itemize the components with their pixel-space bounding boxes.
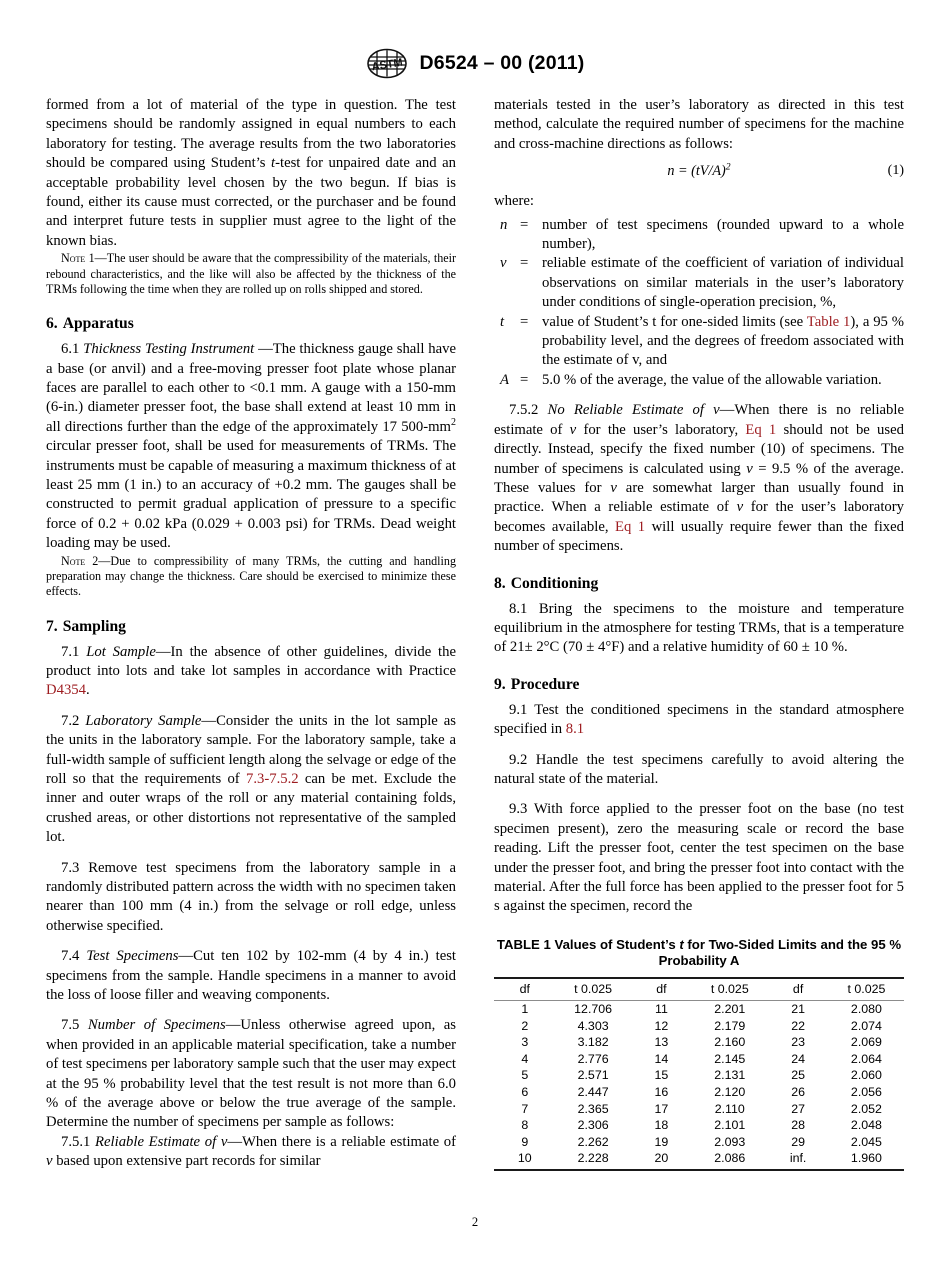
note-text: The user should be aware that the compressibility of the materials, their rebound characteristics, and the like will also be affected by the thickness of the TRMs following the time when they are rolled up on rolls shipped and stored. [46, 251, 456, 296]
text-run: can be met. Exclude the inner and outer wraps of the roll or any material containing folds, crushed areas, or other distortions not representative of the sampled lot. [46, 770, 456, 846]
equation-exponent: 2 [725, 161, 731, 173]
note-number: 1— [85, 251, 107, 266]
paragraph-7-1 [46, 643, 456, 701]
clause-number: 7.1 [61, 643, 87, 660]
table-1-caption [494, 937, 904, 970]
cell-df: 22 [791, 1018, 805, 1033]
cell-df: 19 [654, 1134, 669, 1149]
where-equals: = [520, 313, 529, 330]
where-definition: 5.0 % of the average, the value of the allowable variation. [542, 371, 882, 388]
table-row [494, 1084, 904, 1101]
cell-t: 2.131 [714, 1068, 746, 1083]
clause-number: 7.2 [61, 712, 86, 729]
where-item [494, 216, 904, 255]
clause-number: 7.5.1 [61, 1133, 96, 1150]
table-row [494, 1134, 904, 1151]
where-definition [542, 313, 904, 371]
table-row [494, 1000, 904, 1017]
table-row [494, 1117, 904, 1134]
cell-t: 2.064 [850, 1051, 882, 1066]
section-number: 6. [46, 315, 58, 333]
cell-t: 2.056 [850, 1085, 882, 1100]
column-header-df-3: df [767, 978, 829, 1001]
where-definition: reliable estimate of the coefficient of variation of individual observations on similar materials in the user’s laboratory under conditions of single-operation precision, %, [542, 255, 904, 311]
text-run: will usually require fewer than the fixed number of specimens. [494, 518, 905, 555]
cell-t: 2.447 [577, 1085, 609, 1100]
cell-t: 2.145 [714, 1051, 746, 1066]
cell-df: 29 [791, 1134, 805, 1149]
cell-t: 2.093 [714, 1134, 746, 1149]
clause-title: Reliable Estimate of v [95, 1133, 228, 1150]
equation-reference-link[interactable]: Eq 1 [614, 518, 646, 535]
text-run: are somewhat larger than usually found in practice. When a reliable estimate of [494, 479, 905, 516]
document-title: D6524 – 00 (2011) [419, 51, 585, 74]
note-number: 2— [85, 553, 111, 568]
section-heading-7 [46, 618, 456, 636]
where-definition-list [494, 216, 904, 391]
table-row [494, 1034, 904, 1051]
variable-v: v [746, 460, 753, 477]
cell-t: 2.776 [577, 1051, 609, 1066]
where-symbol: v [500, 255, 507, 272]
cell-df: inf. [789, 1151, 807, 1166]
text-run: . [85, 682, 90, 699]
table-row [494, 1017, 904, 1034]
cell-t: 2.069 [850, 1035, 882, 1050]
text-run: 9.1 Test the conditioned specimens in the standard atmosphere specified in [494, 701, 904, 738]
cell-df: 21 [791, 1002, 805, 1017]
table-header [494, 978, 904, 1001]
superscript: 2 [451, 416, 456, 428]
clause-number: 7.5.2 [509, 402, 548, 419]
cell-df: 10 [517, 1151, 532, 1166]
text-run: —When there is no reliable estimate of [494, 402, 904, 438]
page-number: 2 [471, 1215, 479, 1229]
astm-logo-icon [366, 48, 410, 79]
section-heading-8 [494, 575, 904, 593]
section-number: 8. [494, 574, 506, 592]
table-row [494, 1067, 904, 1084]
section-title: Apparatus [62, 315, 134, 333]
clause-title: Laboratory Sample [85, 712, 202, 729]
cell-t: 2.052 [850, 1101, 882, 1116]
column-header-t-1: t 0.025 [556, 978, 631, 1001]
table-1 [494, 977, 904, 1170]
paragraph-7-5-1 [46, 1133, 456, 1172]
column-header-df-2: df [631, 978, 693, 1001]
table-header-row [494, 978, 904, 1001]
note-label: Note [61, 553, 86, 568]
column-header-t-2: t 0.025 [692, 978, 767, 1001]
cell-t: 3.182 [577, 1035, 609, 1050]
cell-t: 4.303 [577, 1018, 609, 1033]
section-number: 9. [494, 675, 506, 693]
text-run: ), a 95 % probability level, and the degrees of freedom associated with the estimate of v, and [542, 313, 904, 369]
section-title: Sampling [62, 617, 126, 635]
where-symbol: t [500, 313, 505, 330]
text-run: —Consider the units in the lot sample as the units in the laboratory sample. For the laboratory sample, take a full-width sample of sufficient length along the selvage or edge of the roll so that the requirements of [46, 712, 456, 787]
cell-df: 16 [654, 1085, 669, 1100]
section-heading-6 [46, 315, 456, 333]
variable-v: v [46, 1153, 53, 1170]
cell-df: 11 [655, 1002, 668, 1017]
cell-df: 17 [654, 1101, 669, 1116]
paragraph-7-5-2 [494, 401, 904, 556]
variable-v: v [610, 479, 617, 496]
cell-df: 13 [654, 1035, 669, 1050]
equation-body: n = (tV/A) [667, 163, 726, 180]
where-definition: number of test specimens (rounded upward to a whole number), [542, 216, 904, 253]
cell-t: 2.262 [577, 1134, 609, 1149]
clause-number: 6.1 [61, 341, 84, 358]
text-run: —Unless otherwise agreed upon, as when provided in an applicable material specification, take a number of test specimens per laboratory sample such that the user may expect at the 95 % probability level that the test result is not more than 6.0 % of the average above or below the true average of the sample. Determine the number of specimens per sample as follows: [46, 1017, 457, 1131]
paragraph-8-1: 8.1 Bring the specimens to the moisture and temperature equilibrium in the atmosphere for testing TRMs, that is a temperature of 21± 2°C (70 ± 4°F) and a relative humidity of 60 ± 10 %. [494, 600, 904, 656]
variable-v: v [736, 499, 744, 516]
cell-df: 1 [521, 1002, 529, 1017]
variable-v: v [569, 421, 577, 438]
cell-t: 2.074 [850, 1018, 882, 1033]
cell-t: 2.101 [714, 1118, 746, 1133]
where-equals: = [520, 255, 529, 272]
equation-number: (1) [887, 163, 904, 179]
paragraph-9-3: 9.3 With force applied to the presser foot on the base (no test specimen present), zero the measuring scale or record the base reading. Lift the presser foot, center the test specimen on the base under the presser foot, and bring the presser foot into contact with the material. After the full force has been applied to the presser foot for 5 s against the specimen, record the [494, 801, 904, 915]
paragraph-continuation-right: materials tested in the user’s laboratory as directed in this test method, calculate the required number of specimens for the machine and cross-machine directions as follows: [494, 97, 904, 152]
cell-t: 2.365 [577, 1101, 609, 1116]
section-heading-9 [494, 676, 904, 694]
paragraph-continuation [46, 96, 456, 251]
cell-df: 18 [654, 1118, 669, 1133]
cell-t: 2.571 [577, 1068, 609, 1083]
left-column [46, 96, 456, 1172]
cell-df: 24 [791, 1051, 805, 1066]
cell-t: 2.086 [714, 1151, 746, 1166]
italic-t: t [271, 155, 276, 172]
text-run: based upon extensive part records for similar [52, 1153, 321, 1170]
clause-reference-link[interactable]: 7.3-7.5.2 [245, 770, 299, 787]
section-number: 7. [46, 617, 58, 635]
cell-df: 20 [654, 1151, 669, 1166]
cell-t: 2.080 [850, 1002, 882, 1017]
cell-t: 2.306 [577, 1118, 609, 1133]
clause-number: 7.4 [61, 948, 87, 965]
cell-t: 2.048 [850, 1118, 882, 1133]
table-row [494, 1100, 904, 1117]
text-run: —Cut ten 102 by 102-mm (4 by 4 in.) test specimens from the sample. Handle specimens in a manner to avoid the loss of loose filler and weaving components. [46, 948, 457, 1003]
section-title: Procedure [510, 675, 580, 693]
where-item [494, 254, 904, 312]
text-run: —The thickness gauge shall have a base (or anvil) and a free-moving presser foot plate whose planar faces are parallel to each other to <0.1 mm. A gauge with a 150-mm (6-in.) diameter presser foot, the base shall extend at least 10 mm in all directions further than the edge of the approximately 17 500-mm [46, 341, 456, 435]
table-row [494, 1051, 904, 1068]
equation-1 [494, 163, 904, 180]
table-reference-link[interactable]: Table 1 [806, 313, 851, 330]
clause-number: 7.5 [61, 1017, 88, 1034]
svg-text:ASTM: ASTM [370, 56, 404, 73]
cell-t: 2.228 [577, 1151, 609, 1166]
where-symbol: n [500, 216, 508, 233]
text-run: for the user’s laboratory becomes available, [494, 499, 904, 535]
cell-df: 3 [521, 1035, 529, 1050]
paragraph-9-2: 9.2 Handle the test specimens carefully to avoid altering the natural state of the material. [494, 751, 904, 787]
cell-df: 15 [654, 1068, 669, 1083]
clause-title: Lot Sample [86, 643, 156, 660]
cell-df: 6 [521, 1085, 529, 1100]
text-run: -test for unpaired date and an acceptable probability level chosen by the two begun. If bias is found, either its cause must corrected, or the purchaser and be found and interpret future tests in supplier must agree to the light of the known bias. [46, 155, 456, 249]
where-equals: = [520, 216, 529, 233]
paragraph-7-5 [46, 1016, 456, 1132]
cell-df: 14 [654, 1051, 669, 1066]
note-1 [46, 251, 456, 297]
equation-1-row [494, 163, 904, 183]
right-column [494, 96, 904, 1172]
paragraph-7-4 [46, 947, 456, 1005]
column-header-df-1: df [494, 978, 556, 1001]
paragraph-7-3: 7.3 Remove test specimens from the laboratory sample in a randomly distributed pattern across the width with no specimen taken nearer than 100 mm (4 in.) from the selvage or roll edge, unless otherwise specified. [46, 859, 456, 934]
table-bottom-rule [494, 1169, 904, 1171]
note-label: Note [61, 251, 86, 266]
cell-df: 12 [654, 1018, 669, 1033]
where-item [494, 371, 904, 390]
where-equals: = [520, 371, 529, 388]
cell-df: 26 [791, 1085, 805, 1100]
text-run: TABLE 1 Values of Student’s [496, 936, 680, 952]
cell-t: 2.201 [714, 1002, 746, 1017]
cell-t: 1.960 [850, 1151, 882, 1166]
text-run: formed from a lot of material of the type in question. The test specimens should be randomly assigned in equal numbers to each laboratory for testing. The average results from the two laboratories should be compared using Student’s [46, 97, 456, 172]
text-run: = 9.5 % of the average. These values for [494, 460, 904, 496]
text-run: —In the absence of other guidelines, divide the product into lots and take lot samples in accordance with Practice [46, 643, 456, 679]
cell-t: 2.160 [714, 1035, 746, 1050]
note-text: Due to compressibility of many TRMs, the cutting and handling preparation may change the thickness. Care should be exercised to minimize these effects. [46, 553, 456, 599]
table-1-block [494, 937, 904, 1172]
italic-t: t [679, 936, 684, 952]
paragraph-6-1 [46, 340, 456, 553]
cell-df: 28 [791, 1118, 805, 1133]
page-columns [46, 96, 904, 1172]
text-run: —When there is a reliable estimate of [227, 1133, 456, 1150]
page-header [0, 0, 950, 84]
cell-df: 5 [521, 1068, 529, 1083]
text-run: for Two-Sided Limits and the 95 % Probability A [658, 936, 902, 969]
cell-t: 2.045 [850, 1134, 882, 1149]
clause-title: Number of Specimens [87, 1017, 226, 1034]
cell-t: 2.060 [850, 1068, 882, 1083]
clause-title: No Reliable Estimate of v [547, 402, 720, 419]
cell-df: 23 [791, 1035, 805, 1050]
clause-title: Test Specimens [86, 948, 179, 965]
text-run: value of Student’s t for one-sided limits (see [542, 313, 807, 330]
column-header-t-3: t 0.025 [829, 978, 904, 1001]
clause-reference-link[interactable]: 8.1 [565, 721, 585, 738]
section-title: Conditioning [510, 574, 599, 592]
cell-t: 12.706 [574, 1002, 613, 1017]
clause-title: Thickness Testing Instrument [83, 341, 259, 358]
where-item [494, 313, 904, 371]
equation-reference-link[interactable]: Eq 1 [745, 421, 777, 438]
cell-t: 2.110 [714, 1101, 745, 1116]
cell-df: 8 [521, 1118, 529, 1133]
cell-t: 2.120 [714, 1085, 746, 1100]
standard-reference-link[interactable]: D4354 [46, 682, 86, 699]
cell-df: 9 [521, 1134, 529, 1149]
text-run: for the user’s laboratory, [576, 421, 746, 438]
cell-df: 7 [521, 1101, 529, 1116]
cell-df: 25 [791, 1068, 805, 1083]
cell-df: 4 [521, 1051, 529, 1066]
cell-df: 27 [791, 1101, 805, 1116]
text-run: should not be used directly. Instead, specify the fixed number (10) of specimens. The number of specimens is calculated using [494, 421, 904, 477]
cell-t: 2.179 [714, 1018, 746, 1033]
note-2 [46, 554, 456, 600]
paragraph-9-1 [494, 701, 904, 740]
where-label: where: [494, 193, 534, 210]
table-row [494, 1150, 904, 1169]
table-body [494, 1000, 904, 1169]
text-run: circular presser foot, shall be used for measurements of TRMs. The instruments must be capable of measuring a maximum thickness of at least 25 mm (1 in.) to an accuracy of +0.2 mm. The gauges shall be constructed to permit gradual application of pressure to a specific force of 0.2 + 0.02 kPa (0.029 + 0.003 psi) for TRMs. Dead weight loading may be used. [46, 438, 456, 552]
paragraph-7-2 [46, 712, 456, 848]
cell-df: 2 [521, 1018, 529, 1033]
where-symbol: A [500, 371, 509, 388]
